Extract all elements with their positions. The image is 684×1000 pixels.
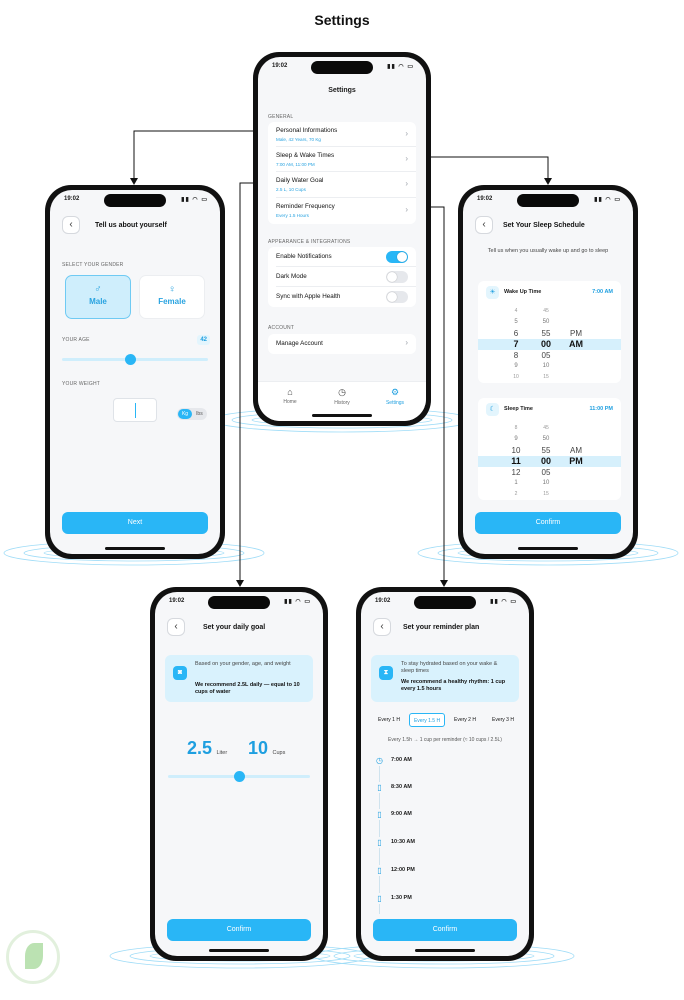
- gear-icon: ⚙: [390, 387, 400, 397]
- picker-minute: 45: [543, 308, 549, 314]
- home-indicator: [105, 547, 165, 550]
- row-sub: 7:00 AM, 11:00 PM: [276, 162, 315, 167]
- chevron-right-icon: ›: [405, 129, 408, 138]
- age-caption: YOUR AGE: [62, 337, 90, 343]
- picker-row[interactable]: [478, 328, 621, 339]
- picker-row[interactable]: [478, 317, 621, 328]
- picker-row[interactable]: [478, 423, 621, 434]
- picker-row[interactable]: [478, 306, 621, 317]
- age-value-badge: 42: [197, 335, 210, 345]
- row-sub: 2.5 L, 10 Cups: [276, 187, 306, 192]
- sleep-card: [478, 398, 621, 500]
- appearance-group: [268, 247, 416, 307]
- cups-unit: Cups: [272, 750, 286, 756]
- chevron-left-icon: ‹: [174, 621, 178, 632]
- row-reminder-frequency[interactable]: [268, 198, 416, 224]
- chevron-right-icon: ›: [405, 154, 408, 163]
- tab-label: Home: [283, 399, 297, 405]
- cups-value: 10: [248, 738, 269, 758]
- gender-female-option[interactable]: [139, 275, 205, 319]
- toggle-knob: [397, 252, 407, 262]
- sleep-phone: [458, 185, 638, 559]
- note-text: Based on your gender, age, and weight: [195, 661, 291, 667]
- gender-male-option[interactable]: [65, 275, 131, 319]
- option-1-5h[interactable]: Every 1.5 H: [409, 713, 445, 727]
- reminder-time: 1:30 PM: [391, 895, 412, 901]
- picker-row[interactable]: [478, 361, 621, 372]
- row-label: Sleep & Wake Times: [276, 152, 335, 159]
- picker-minute: 05: [541, 351, 551, 360]
- gender-label: Female: [158, 297, 186, 306]
- goal-screen: [155, 592, 323, 956]
- unit-lbs[interactable]: lbs: [196, 411, 203, 417]
- picker-minute: 05: [541, 468, 551, 477]
- text-cursor: [135, 403, 136, 418]
- chevron-right-icon: ›: [405, 338, 408, 347]
- goal-phone: [150, 587, 328, 961]
- option-1h[interactable]: Every 1 H: [378, 717, 400, 723]
- picker-row[interactable]: [478, 489, 621, 500]
- unit-kg[interactable]: Kg: [178, 409, 192, 419]
- wake-card: [478, 281, 621, 383]
- row-label: Manage Account: [276, 340, 323, 347]
- picker-minute: 55: [541, 329, 551, 338]
- home-indicator: [518, 547, 578, 550]
- gender-caption: SELECT YOUR GENDER: [62, 262, 124, 268]
- male-icon: ♂: [94, 284, 102, 295]
- picker-hour: 12: [511, 468, 521, 477]
- wake-label: Wake Up Time: [504, 289, 542, 295]
- liters-display: [187, 738, 227, 759]
- status-time: 19:02: [169, 598, 185, 604]
- sun-icon: ☀: [486, 286, 499, 299]
- option-2h[interactable]: Every 2 H: [454, 717, 476, 723]
- cup-icon: ▯: [375, 893, 384, 904]
- settings-phone: [253, 52, 431, 426]
- picker-hour: 4: [514, 308, 518, 314]
- liters-value: 2.5: [187, 738, 213, 758]
- tab-home[interactable]: [270, 387, 310, 405]
- notifications-toggle[interactable]: [386, 251, 408, 263]
- picker-hour: 10: [513, 374, 519, 380]
- status-bar: [50, 196, 220, 206]
- screen-title: Tell us about yourself: [95, 222, 167, 229]
- chevron-right-icon: ›: [405, 179, 408, 188]
- status-time: 19:02: [64, 196, 80, 202]
- picker-minute: 50: [542, 436, 550, 442]
- back-button[interactable]: [475, 216, 493, 234]
- row-sub: Every 1.5 Hours: [276, 213, 309, 218]
- picker-hour: 5: [514, 319, 518, 325]
- confirm-button[interactable]: Confirm: [167, 919, 311, 941]
- sleep-description: Tell us when you usually wake up and go to sleep: [487, 248, 609, 254]
- home-indicator: [312, 414, 372, 417]
- history-icon: ◷: [338, 387, 346, 397]
- picker-hour: 11: [511, 456, 521, 466]
- picker-minute: 45: [543, 425, 549, 431]
- screen-title: Settings: [328, 87, 356, 94]
- section-appearance: APPEARANCE & INTEGRATIONS: [268, 239, 351, 245]
- picker-hour: 9: [514, 363, 518, 369]
- picker-hour: 9: [514, 436, 518, 442]
- picker-hour: 2: [514, 491, 518, 497]
- picker-minute: 00: [540, 339, 551, 349]
- picker-ampm: AM: [570, 446, 582, 455]
- watermark-logo: [6, 930, 60, 984]
- row-label: Enable Notifications: [276, 253, 332, 260]
- row-daily-water[interactable]: [268, 172, 416, 198]
- reminder-time: 7:00 AM: [391, 757, 412, 763]
- picker-selected-row[interactable]: [478, 456, 621, 467]
- row-sub: Male, 42 Years, 70 Kg: [276, 137, 321, 142]
- gender-label: Male: [89, 297, 107, 306]
- cup-icon: ◙: [173, 666, 187, 680]
- signal-wifi-battery-icon: ▮▮ ◠ ▭: [594, 197, 621, 203]
- reminder-time: 12:00 PM: [391, 867, 415, 873]
- account-group: [268, 334, 416, 354]
- home-icon: ⌂: [287, 387, 293, 397]
- sleep-label: Sleep Time: [504, 406, 533, 412]
- page-title: Settings: [314, 12, 370, 28]
- sync-health-toggle[interactable]: [386, 291, 408, 303]
- reminder-summary: Every 1.5h → 1 cup per reminder (≈ 10 cups / 2.5L): [388, 737, 502, 743]
- clock-icon: ◷: [376, 756, 383, 765]
- picker-row[interactable]: [478, 350, 621, 361]
- row-dark-mode: [268, 267, 416, 287]
- status-bar: [258, 63, 426, 73]
- cup-icon: ▯: [375, 837, 384, 848]
- picker-minute: 15: [543, 491, 549, 497]
- back-button[interactable]: [373, 618, 391, 636]
- hourglass-icon: ⧗: [379, 666, 393, 680]
- cup-icon: ▯: [375, 809, 384, 820]
- status-bar: [155, 598, 323, 608]
- option-3h[interactable]: Every 3 H: [492, 717, 514, 723]
- row-label: Sync with Apple Health: [276, 293, 341, 300]
- picker-hour: 10: [511, 446, 521, 455]
- picker-row[interactable]: [478, 478, 621, 489]
- home-indicator: [415, 949, 475, 952]
- row-manage-account[interactable]: [268, 334, 416, 354]
- picker-hour: 8: [513, 351, 519, 360]
- picker-minute: 55: [541, 446, 551, 455]
- cups-display: [248, 738, 285, 759]
- screen-title: Set your reminder plan: [403, 624, 480, 631]
- back-button[interactable]: [62, 216, 80, 234]
- reminder-screen: [361, 592, 529, 956]
- reminder-time: 9:00 AM: [391, 811, 412, 817]
- chevron-right-icon: ›: [405, 205, 408, 214]
- general-group: [268, 122, 416, 224]
- sleep-value: 11:00 PM: [589, 406, 613, 412]
- status-bar: [361, 598, 529, 608]
- cup-icon: ▯: [375, 782, 384, 793]
- cup-icon: ▯: [375, 865, 384, 876]
- tab-history[interactable]: [322, 387, 362, 406]
- reminder-time: 10:30 AM: [391, 839, 415, 845]
- signal-wifi-battery-icon: ▮▮ ◠ ▭: [387, 64, 414, 70]
- row-label: Dark Mode: [276, 273, 307, 280]
- row-sync-health: [268, 287, 416, 307]
- dark-mode-toggle[interactable]: [386, 271, 408, 283]
- section-general: GENERAL: [268, 114, 294, 120]
- note-bold: We recommend a healthy rhythm: 1 cup every 1.5 hours: [401, 679, 506, 692]
- sleep-screen: [463, 190, 633, 554]
- picker-selected-row[interactable]: [478, 339, 621, 350]
- picker-minute: 10: [542, 363, 550, 369]
- goal-slider-thumb[interactable]: [234, 771, 245, 782]
- tab-label: History: [334, 400, 350, 406]
- row-sleep-wake[interactable]: [268, 147, 416, 172]
- picker-hour: 1: [514, 480, 518, 486]
- row-label: Reminder Frequency: [276, 203, 335, 210]
- status-bar: [463, 196, 633, 206]
- toggle-knob: [387, 272, 397, 282]
- recommendation-note: [165, 655, 313, 702]
- liters-unit: Liter: [216, 750, 228, 756]
- picker-hour: 8: [514, 425, 518, 431]
- signal-wifi-battery-icon: ▮▮ ◠ ▭: [284, 599, 311, 605]
- frequency-options: [371, 713, 519, 727]
- moon-icon: ☾: [486, 403, 499, 416]
- age-slider-thumb[interactable]: [125, 354, 136, 365]
- unit-toggle[interactable]: [177, 408, 207, 420]
- weight-input[interactable]: [113, 398, 157, 422]
- chevron-left-icon: ‹: [69, 219, 73, 230]
- wake-value: 7:00 AM: [592, 289, 613, 295]
- picker-minute: 50: [542, 319, 550, 325]
- back-button[interactable]: [167, 618, 185, 636]
- picker-minute: 10: [542, 480, 550, 486]
- picker-ampm: PM: [570, 329, 582, 338]
- toggle-knob: [387, 292, 397, 302]
- status-time: 19:02: [375, 598, 391, 604]
- confirm-button[interactable]: Confirm: [373, 919, 517, 941]
- row-enable-notifications: [268, 247, 416, 267]
- leaf-icon: [25, 943, 43, 969]
- tab-settings[interactable]: [375, 387, 415, 406]
- note-text: To stay hydrated based on your wake & sleep times: [401, 661, 498, 674]
- tab-label: Settings: [385, 400, 405, 406]
- about-screen: [50, 190, 220, 554]
- signal-wifi-battery-icon: ▮▮ ◠ ▭: [181, 197, 208, 203]
- recommendation-note: [371, 655, 519, 702]
- picker-ampm: PM: [569, 456, 583, 466]
- status-time: 19:02: [272, 63, 288, 69]
- picker-ampm: AM: [569, 339, 583, 349]
- chevron-left-icon: ‹: [482, 219, 486, 230]
- about-phone: [45, 185, 225, 559]
- home-indicator: [209, 949, 269, 952]
- female-icon: ♀: [168, 284, 176, 295]
- weight-caption: YOUR WEIGHT: [62, 381, 101, 387]
- screen-title: Set your daily goal: [203, 624, 266, 631]
- row-personal-info[interactable]: [268, 122, 416, 147]
- reminder-phone: [356, 587, 534, 961]
- section-account: ACCOUNT: [268, 325, 295, 331]
- picker-row[interactable]: [478, 434, 621, 445]
- picker-minute: 15: [543, 374, 549, 380]
- next-button[interactable]: Next: [62, 512, 208, 534]
- picker-row[interactable]: [478, 445, 621, 456]
- picker-hour: 6: [513, 329, 519, 338]
- reminder-time: 8:30 AM: [391, 784, 412, 790]
- picker-hour: 7: [513, 339, 519, 349]
- picker-row[interactable]: [478, 467, 621, 478]
- chevron-left-icon: ‹: [380, 621, 384, 632]
- picker-row[interactable]: [478, 372, 621, 383]
- screen-title: Set Your Sleep Schedule: [503, 222, 585, 229]
- signal-wifi-battery-icon: ▮▮ ◠ ▭: [490, 599, 517, 605]
- row-label: Personal Informations: [276, 127, 338, 134]
- status-time: 19:02: [477, 196, 493, 202]
- settings-screen: [258, 57, 426, 421]
- row-label: Daily Water Goal: [276, 177, 324, 184]
- picker-minute: 00: [540, 456, 551, 466]
- note-bold: We recommend 2.5L daily — equal to 10 cups of water: [195, 682, 300, 695]
- confirm-button[interactable]: Confirm: [475, 512, 621, 534]
